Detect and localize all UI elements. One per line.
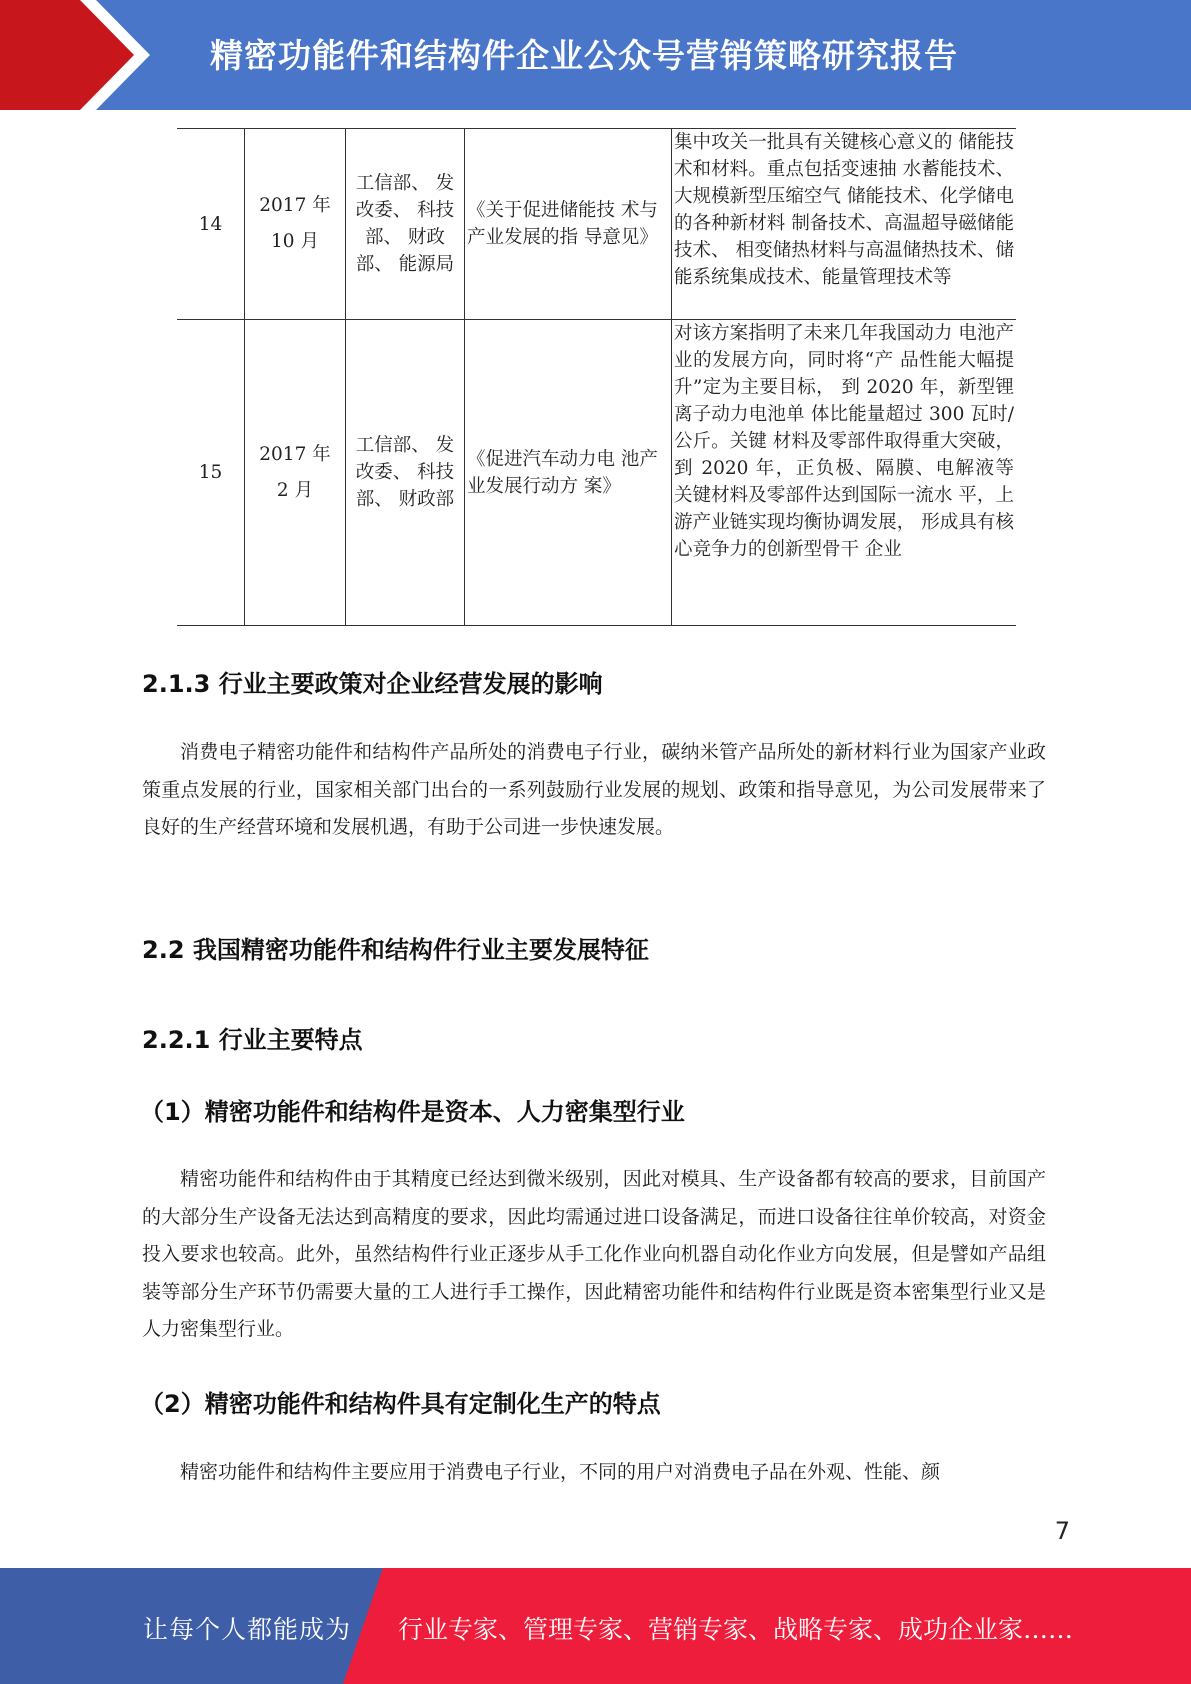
row-number: 14 [177,129,245,320]
footer-banner [0,1568,1191,1684]
table-row [177,320,1016,626]
header-title: 精密功能件和结构件企业公众号营销策略研究报告 [210,36,958,75]
row-policy-name: 《关于促进储能技 术与产业发展的指 导意见》 [465,129,672,320]
row-date-month: 10 月 [271,231,319,252]
row-date [245,129,346,320]
row-date [245,320,346,626]
row-date-year: 2017 年 [259,195,331,216]
row-description: 集中攻关一批具有关键核心意义的 储能技术和材料。重点包括变速抽 水蓄能技术、大规模新型压缩空气 储能技术、化学储电的各种新材料 制备技术、高温超导磁储能技术、 相变储热材料与高温储热技术、储 能系统集成技术、能量管理技术等 [672,129,1017,320]
subsection-1-paragraph: 精密功能件和结构件由于其精度已经达到微米级别，因此对模具、生产设备都有较高的要求，目前国产的大部分生产设备无法达到高精度的要求，因此均需通过进口设备满足，而进口设备往往单价较高，对资金投入要求也较高。此外，虽然结构件行业正逐步从手工化作业向机器自动化作业方向发展，但是譬如产品组装等部分生产环节仍需要大量的工人进行手工操作，因此精密功能件和结构件行业既是资本密集型行业又是人力密集型行业。 [142,1168,1046,1340]
row-number: 15 [177,320,245,626]
table-row [177,129,1016,320]
row-date-month: 2 月 [276,479,314,501]
section-heading-2-1-3: 2.1.3 行业主要政策对企业经营发展的影响 [142,670,603,698]
policy-table [177,128,1016,626]
header-arrow-decoration [0,0,150,110]
section-2-1-3-paragraph: 消费电子精密功能件和结构件产品所处的消费电子行业，碳纳米管产品所处的新材料行业为国家产业政策重点发展的行业，国家相关部门出台的一系列鼓励行业发展的规划、政策和指导意见，为公司发展带来了良好的生产经营环境和发展机遇，有助于公司进一步快速发展。 [142,741,1046,838]
row-description: 对该方案指明了未来几年我国动力 电池产业的发展方向，同时将“产 品性能大幅提升”定为主要目标， 到 2020 年，新型锂离子动力电池单 体比能量超过 300 瓦时/公斤。关键 材料及零部件取得重大突破，到 2020 年，正负极、隔膜、电解液等 关键材料及零部件达到国际一流水 平，上游产业链实现均衡协调发展， 形成具有核心竞争力的创新型骨干 企业 [672,320,1017,626]
subsection-2-paragraph: 精密功能件和结构件主要应用于消费电子行业，不同的用户对消费电子品在外观、性能、颜 [180,1461,941,1483]
row-department: 工信部、 发改委、 科技部、 财政部 [346,320,465,626]
page-number: 7 [1054,1517,1070,1545]
subsection-heading-2: （2）精密功能件和结构件具有定制化生产的特点 [140,1390,661,1418]
header-banner [0,0,1191,110]
row-policy-name: 《促进汽车动力电 池产业发展行动方 案》 [465,320,672,626]
footer-slogan-left: 让每个人都能成为 [143,1615,352,1644]
section-heading-2-2-1: 2.2.1 行业主要特点 [142,1026,363,1054]
section-heading-2-2: 2.2 我国精密功能件和结构件行业主要发展特征 [142,936,649,964]
row-department: 工信部、 发改委、 科技部、 财政部、 能源局 [346,129,465,320]
footer-slogan-right: 行业专家、管理专家、营销专家、战略专家、成功企业家…… [398,1615,1074,1644]
row-date-year: 2017 年 [259,443,331,465]
subsection-heading-1: （1）精密功能件和结构件是资本、人力密集型行业 [140,1098,685,1126]
